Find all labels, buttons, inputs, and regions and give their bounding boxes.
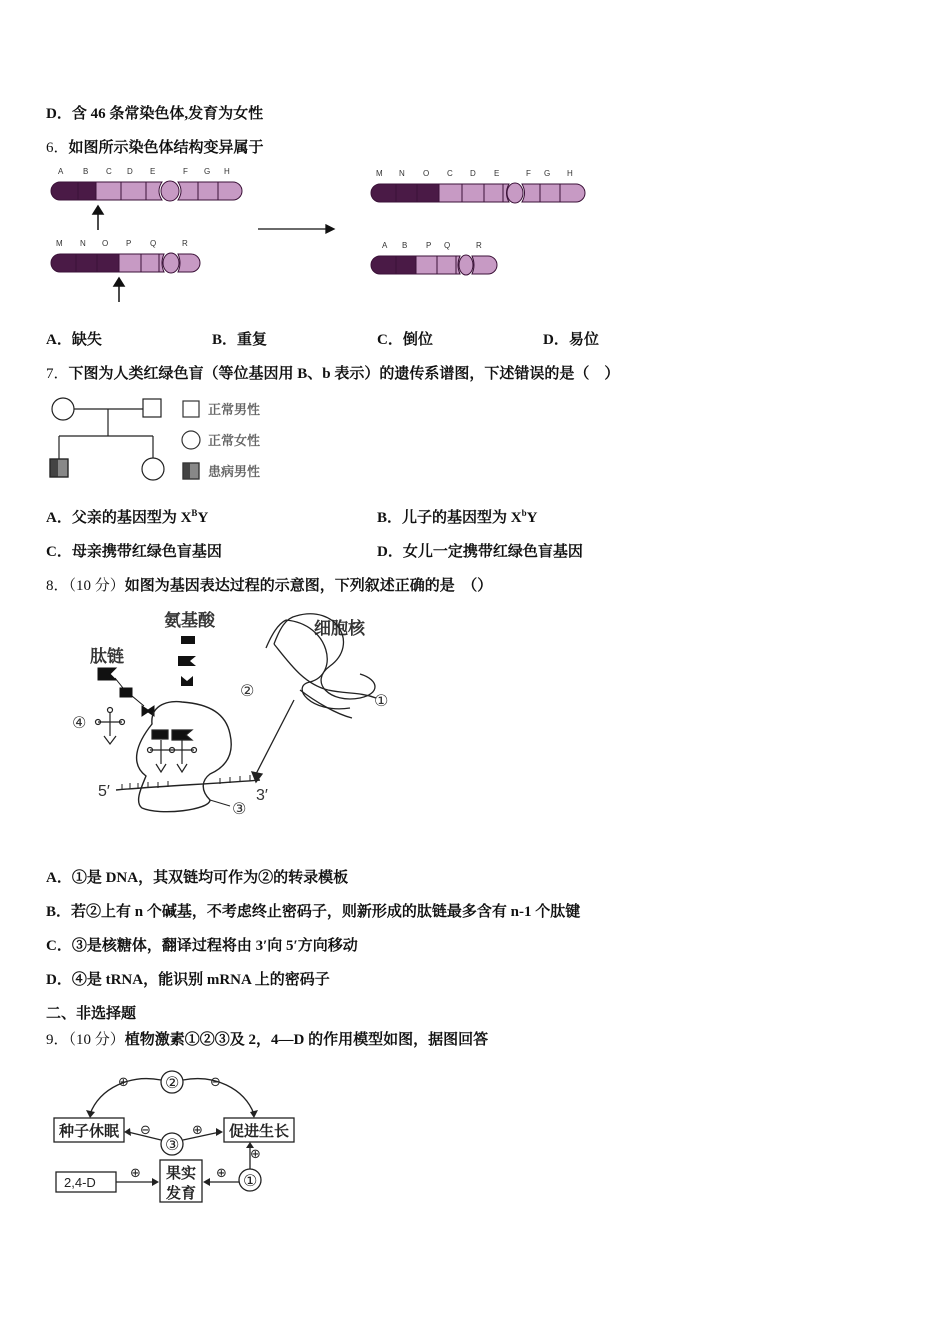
chrom-label: P [126,239,132,248]
q7-option-d[interactable]: D．女儿一定携带红绿色盲基因 [377,544,583,560]
q8-option-b[interactable]: B．若②上有 n 个碱基，不考虑终止密码子，则新形成的肽链最多含有 n-1 个肽键 [46,904,581,920]
chrom-label: P [426,241,432,250]
chromosome-bottom-right [371,255,497,275]
chromosome-bottom-left [51,253,200,273]
chrom-label: O [423,169,430,178]
q6-stem [46,136,264,157]
nucleus-label: 细胞核 [314,619,365,638]
q6-option-d[interactable]: D．易位 [543,332,599,348]
fruit-label: 果实 [166,1165,197,1182]
amino-acid-icon [181,636,195,644]
chrom-label: B [402,241,408,250]
chrom-label: B [83,167,89,176]
trna-icon [96,708,125,745]
q9-hormone-model-figure [50,1064,310,1214]
q8-stem-text: 如图为基因表达过程的示意图，下列叙述正确的是 （） [124,578,493,594]
peptide-label: 肽链 [90,647,124,666]
chromosome-top-right [371,183,585,203]
q7-option-b-text: B．儿子的基因型为 X [377,510,522,526]
chrom-label: Q [150,239,157,248]
q7-option-a[interactable] [46,506,208,527]
plus-sign-icon: ⊕ [216,1165,227,1180]
q7-option-c[interactable]: C．母亲携带红绿色盲基因 [46,544,222,560]
plus-sign-icon: ⊕ [192,1122,203,1137]
ribosome-shape [137,702,232,812]
q7-option-a-sup: B [191,508,198,518]
minus-sign-icon: ⊖ [140,1122,151,1137]
chrom-label: E [150,167,156,176]
plus-sign-icon: ⊕ [250,1146,261,1161]
q8-option-d[interactable]: D．④是 tRNA，能识别 mRNA 上的密码子 [46,972,330,988]
legend-affected-male: 患病男性 [208,464,261,479]
q8-score: （10 分） [68,578,125,594]
q6-option-a[interactable]: A．缺失 [46,332,102,348]
label-1: ① [374,693,389,710]
chrom-label: N [399,169,405,178]
q9-stem-text: 植物激素①②③及 2，4—D 的作用模型如图，据图回答 [124,1032,489,1048]
break-arrow-icon [114,278,124,302]
father-symbol [143,399,161,417]
amino-acid-icon [181,676,193,686]
q7-stem-text: 下图为人类红绿色盲（等位基因用 B、b 表示）的遗传系谱图，下述错误的是（ ） [68,366,620,382]
chrom-label: E [494,169,500,178]
q7-option-b[interactable] [377,506,537,527]
q7-option-a-text: A．父亲的基因型为 X [46,510,192,526]
q8-stem [46,574,492,595]
q7-number: 7． [46,366,69,382]
q6-option-c[interactable]: C．倒位 [377,332,433,348]
plus-sign-icon: ⊕ [130,1165,141,1180]
three-prime-label: 3′ [256,787,268,804]
mother-symbol [52,398,74,420]
chrom-label: A [58,167,64,176]
section-2-title: 二、非选择题 [46,1006,137,1022]
break-arrow-icon [93,206,103,230]
chrom-label: Q [444,241,451,250]
transport-arrow-icon [252,700,294,782]
chrom-label: A [382,241,388,250]
q8-number: 8． [46,578,69,594]
chrom-label: D [470,169,476,178]
label-3: ③ [232,801,247,818]
chrom-label: M [376,169,383,178]
q8-option-a[interactable]: A．①是 DNA，其双链均可作为②的转录模板 [46,870,349,886]
amino-acid-label: 氨基酸 [164,611,215,630]
chromosome-top-left [51,181,242,201]
q6-chromosome-figure [46,162,606,312]
chrom-label: H [224,167,230,176]
plus-sign-icon: ⊕ [118,1074,129,1089]
chrom-label: D [127,167,133,176]
legend-normal-male-icon [183,401,199,417]
q9-number: 9． [46,1032,69,1048]
seed-dormancy-label: 种子休眠 [59,1123,120,1140]
chrom-label: R [476,241,482,250]
q8-gene-expression-figure [60,604,420,826]
amino-acid-icon [178,656,196,666]
q7-stem [46,362,619,383]
chrom-label: R [182,239,188,248]
d24-label: 2,4-D [64,1175,96,1190]
hormone-2-label: ② [165,1075,180,1092]
q7-option-b-suffix: Y [526,510,538,526]
minus-sign-icon: ⊖ [210,1074,221,1089]
transform-arrow-icon [258,225,334,233]
chrom-label: F [526,169,531,178]
chrom-label: N [80,239,86,248]
chrom-label: G [544,169,551,178]
q6-stem-text: 如图所示染色体结构变异属于 [68,140,264,156]
q7-pedigree-figure [46,396,276,488]
chrom-label: G [204,167,211,176]
chrom-label: H [567,169,573,178]
label-4: ④ [72,715,87,732]
development-label: 发育 [166,1185,197,1202]
chrom-label: O [102,239,109,248]
q5-option-d: D．含 46 条常染色体,发育为女性 [46,106,264,122]
q6-option-b[interactable]: B．重复 [212,332,268,348]
q8-option-c[interactable]: C．③是核糖体，翻译过程将由 3′向 5′方向移动 [46,938,358,954]
chrom-label: C [106,167,112,176]
q9-score: （10 分） [68,1032,125,1048]
chrom-label: C [447,169,453,178]
hormone-1-label: ① [243,1173,258,1190]
q6-number: 6． [46,140,69,156]
q7-option-a-suffix: Y [197,510,209,526]
five-prime-label: 5′ [98,783,110,800]
q9-stem [46,1028,488,1049]
chrom-label: F [183,167,188,176]
legend-normal-female-icon [182,431,200,449]
q7-option-b-sup: b [521,508,527,518]
promote-growth-label: 促进生长 [229,1123,290,1140]
legend-normal-male: 正常男性 [208,402,261,417]
chrom-label: M [56,239,63,248]
hormone-3-label: ③ [165,1137,180,1154]
daughter-symbol [142,458,164,480]
legend-normal-female: 正常女性 [208,433,261,448]
label-2: ② [240,683,255,700]
